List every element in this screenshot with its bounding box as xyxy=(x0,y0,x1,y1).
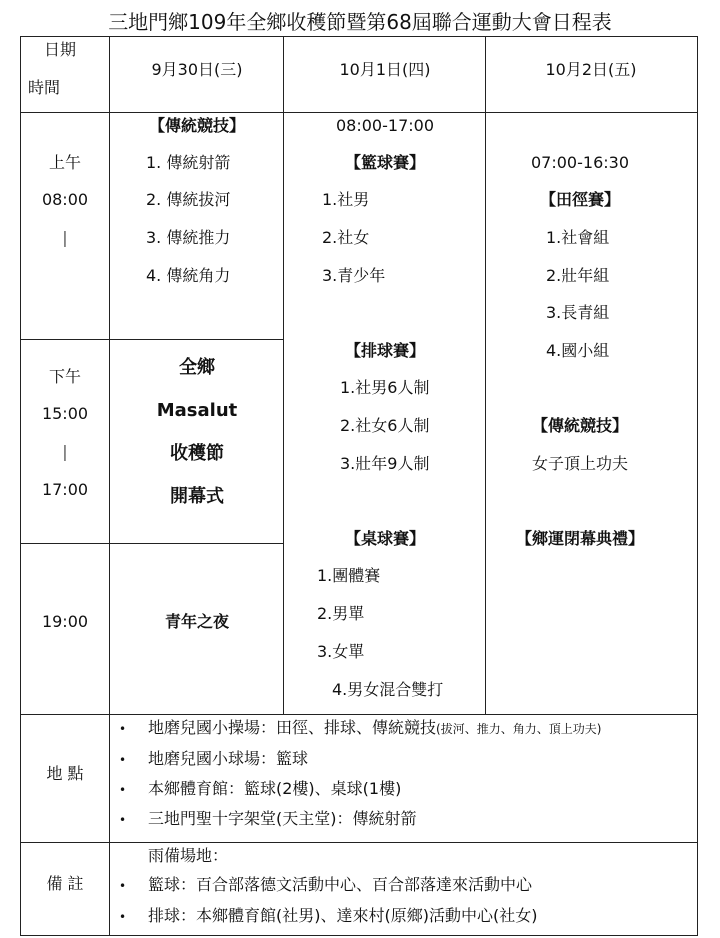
day3-time: 07:00-16:30 xyxy=(531,153,629,172)
table-border-left xyxy=(20,36,21,936)
col-divider-1 xyxy=(109,36,110,714)
day3-track-item: 3.長青組 xyxy=(546,303,610,322)
night-time: 19:00 xyxy=(41,612,89,631)
col-divider-2 xyxy=(283,36,284,714)
day1-am-item: 3. 傳統推力 xyxy=(146,228,231,247)
day2-tabletennis-heading: 【桌球賽】 xyxy=(344,529,426,548)
page-title: 三地門鄉109年全鄉收穫節暨第68屆聯合運動大會日程表 xyxy=(108,10,612,34)
day1-pm-line: 全鄉 xyxy=(179,357,215,378)
day3-traditional-item: 女子頂上功夫 xyxy=(531,454,629,473)
venue-item: 三地門聖十字架堂(天主堂)：傳統射箭 xyxy=(148,809,417,828)
am-label: 上午 xyxy=(48,153,82,172)
day3-track-heading: 【田徑賽】 xyxy=(539,190,621,209)
day2-volleyball-item: 3.壯年9人制 xyxy=(340,454,430,473)
venue-bullet: • xyxy=(119,813,127,827)
venue-item xyxy=(148,718,601,739)
day1-am-item: 1. 傳統射箭 xyxy=(146,153,231,172)
pm-end-time: 17:00 xyxy=(41,480,89,499)
venue-bullet: • xyxy=(119,722,127,736)
day2-tabletennis-item: 3.女單 xyxy=(317,642,365,661)
day3-track-item: 4.國小組 xyxy=(546,341,610,360)
am-range-dash: | xyxy=(62,228,68,247)
day1-am-heading: 【傳統競技】 xyxy=(148,116,246,135)
day2-basketball-item: 3.青少年 xyxy=(322,266,386,285)
day1-pm-line: Masalut xyxy=(156,400,238,421)
day3-traditional-heading: 【傳統競技】 xyxy=(531,416,629,435)
table-border-top xyxy=(20,36,698,37)
corner-time-label: 時間 xyxy=(28,78,61,97)
day1-header: 9月30日(三) xyxy=(151,60,243,79)
pm-label: 下午 xyxy=(48,367,82,386)
day2-basketball-item: 1.社男 xyxy=(322,190,370,209)
remark-item: 排球：本鄉體育館(社男)、達來村(原鄉)活動中心(社女) xyxy=(148,906,538,925)
remark-bullet: • xyxy=(119,879,127,893)
day2-tabletennis-item: 4.男女混合雙打 xyxy=(332,680,444,699)
day1-am-item: 4. 傳統角力 xyxy=(146,266,231,285)
venue-bullet: • xyxy=(119,783,127,797)
row-divider-pm-night xyxy=(20,543,284,544)
venue-item-note: (拔河、推力、角力、頂上功夫) xyxy=(436,722,602,736)
pm-start-time: 15:00 xyxy=(41,404,89,423)
day2-volleyball-item: 1.社男6人制 xyxy=(340,378,430,397)
remarks-label: 備 註 xyxy=(46,874,84,893)
day1-pm-line: 開幕式 xyxy=(170,486,224,507)
table-border-bottom xyxy=(20,935,698,936)
table-border-right xyxy=(697,36,698,936)
day2-tabletennis-item: 1.團體賽 xyxy=(317,566,381,585)
day2-basketball-heading: 【籃球賽】 xyxy=(344,153,426,172)
corner-date-label: 日期 xyxy=(43,40,77,59)
col-divider-3 xyxy=(485,36,486,714)
day1-night-event: 青年之夜 xyxy=(164,612,230,631)
am-start-time: 08:00 xyxy=(41,190,89,209)
venues-label: 地 點 xyxy=(46,764,84,783)
day3-track-item: 1.社會組 xyxy=(546,228,610,247)
rain-backup-title: 雨備場地： xyxy=(148,846,229,865)
venue-bullet: • xyxy=(119,753,127,767)
remark-item: 籃球：百合部落德文活動中心、百合部落達來活動中心 xyxy=(148,875,533,894)
remark-bullet: • xyxy=(119,910,127,924)
day1-pm-line: 收穫節 xyxy=(170,443,224,464)
day3-track-item: 2.壯年組 xyxy=(546,266,610,285)
row-divider-remarks xyxy=(20,842,698,843)
day2-header: 10月1日(四) xyxy=(339,60,431,79)
venue-item: 本鄉體育館：籃球(2樓)、桌球(1樓) xyxy=(148,779,402,798)
day2-basketball-item: 2.社女 xyxy=(322,228,370,247)
day2-tabletennis-item: 2.男單 xyxy=(317,604,365,623)
day3-closing-ceremony: 【鄉運閉幕典禮】 xyxy=(515,529,645,548)
day2-time: 08:00-17:00 xyxy=(336,116,434,135)
header-divider xyxy=(20,112,698,113)
day2-volleyball-heading: 【排球賽】 xyxy=(344,341,426,360)
pm-range-dash: | xyxy=(62,442,68,461)
day2-volleyball-item: 2.社女6人制 xyxy=(340,416,430,435)
row-divider-venues xyxy=(20,714,698,715)
col-divider-lower xyxy=(109,714,110,936)
day1-am-item: 2. 傳統拔河 xyxy=(146,190,231,209)
row-divider-am-pm xyxy=(20,339,284,340)
day3-header: 10月2日(五) xyxy=(545,60,637,79)
venue-item: 地磨兒國小球場：籃球 xyxy=(148,749,309,768)
venue-item-text: 地磨兒國小操場：田徑、排球、傳統競技 xyxy=(148,718,437,737)
